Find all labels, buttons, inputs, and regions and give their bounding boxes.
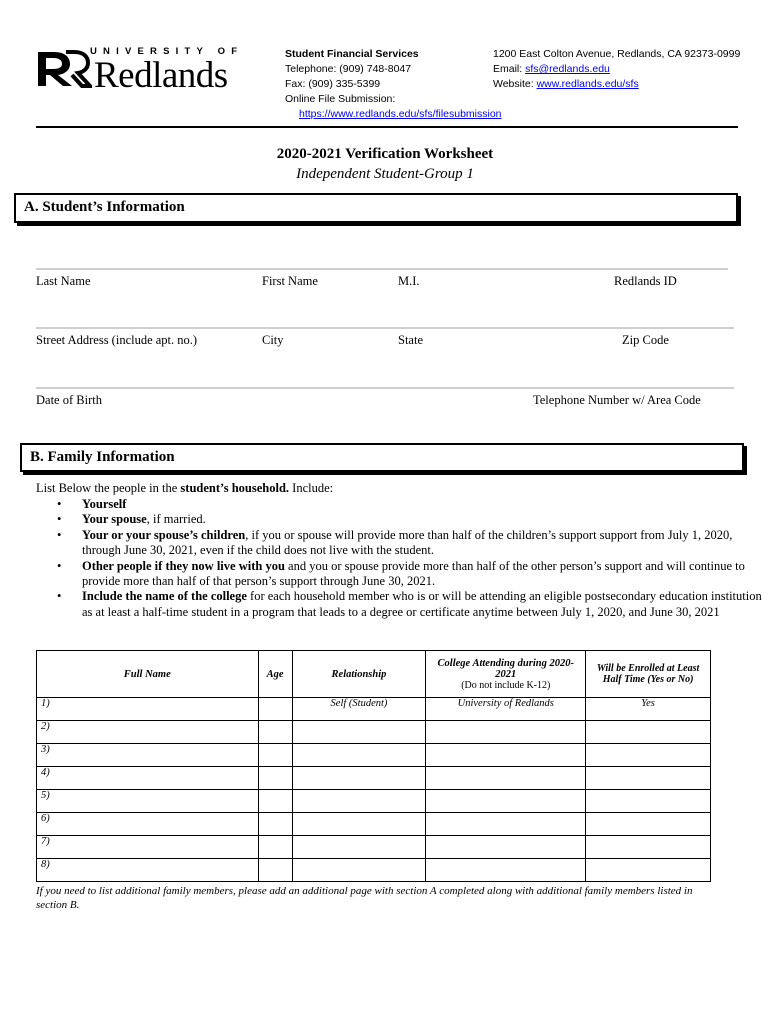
bullet-bold: Your spouse [82, 512, 147, 527]
bullet-text: , if married. [146, 512, 206, 527]
age-cell[interactable] [258, 698, 292, 721]
university-logo-mark-icon [36, 48, 92, 88]
age-cell[interactable] [258, 836, 292, 859]
table-row [37, 790, 711, 813]
enrolled-cell[interactable] [586, 859, 711, 882]
enrolled-cell[interactable] [586, 790, 711, 813]
city-label: City [262, 333, 284, 347]
header-enrolled: Will be Enrolled at Least Half Time (Yes or No) [586, 651, 711, 698]
email-link[interactable]: sfs@redlands.edu [525, 63, 610, 75]
age-cell[interactable] [258, 767, 292, 790]
enrolled-cell[interactable] [586, 767, 711, 790]
bullet-item [82, 559, 770, 590]
form-line-2 [36, 327, 734, 329]
address-contact-block [493, 47, 740, 92]
office-address: 1200 East Colton Avenue, Redlands, CA 92373-0999 [493, 48, 741, 60]
page-title: 2020-2021 Verification Worksheet [276, 146, 494, 162]
intro-text-end: Include: [289, 481, 334, 495]
college-cell[interactable] [426, 859, 586, 882]
college-cell[interactable]: University of Redlands [426, 698, 586, 721]
bullet-item [82, 589, 770, 620]
age-cell[interactable] [258, 790, 292, 813]
header-college-note: (Do not include K-12) [461, 679, 551, 691]
state-label: State [398, 333, 423, 347]
header-age: Age [258, 651, 292, 698]
office-contact-block [285, 47, 502, 122]
website-link[interactable]: www.redlands.edu/sfs [536, 78, 639, 90]
table-row [37, 744, 711, 767]
enrolled-cell[interactable] [586, 744, 711, 767]
section-a-header [14, 193, 738, 223]
college-cell[interactable] [426, 790, 586, 813]
relationship-cell[interactable]: Self (Student) [292, 698, 426, 721]
enrolled-cell[interactable]: Yes [586, 698, 711, 721]
college-cell[interactable] [426, 813, 586, 836]
logo-university-text: UNIVERSITY OF [90, 46, 244, 57]
relationship-cell[interactable] [292, 744, 426, 767]
bullet-item [82, 497, 770, 512]
online-submission-label: Online File Submission: [285, 93, 396, 105]
bullet-text: , if you or spouse will provide more than half of the children’s support support from July 1, 2020, through June 30, 2021, even if the child does not live with the student. [82, 527, 733, 558]
email-label: Email: [493, 63, 526, 75]
last-name-label: Last Name [36, 274, 91, 288]
table-row [37, 721, 711, 744]
bullet-item [82, 512, 770, 527]
age-cell[interactable] [258, 813, 292, 836]
bullet-bold: Other people if they now live with you [82, 558, 285, 573]
row-number-name-cell[interactable]: 6) [37, 813, 259, 836]
telephone-label: Telephone Number w/ Area Code [533, 393, 701, 407]
row-number-name-cell[interactable]: 8) [37, 859, 259, 882]
college-cell[interactable] [426, 836, 586, 859]
table-row [37, 859, 711, 882]
office-name: Student Financial Services [285, 48, 419, 60]
age-cell[interactable] [258, 721, 292, 744]
relationship-cell[interactable] [292, 721, 426, 744]
household-intro [36, 481, 333, 496]
intro-bold-text: student’s household. [180, 481, 290, 495]
bullet-item [82, 528, 770, 559]
bullet-text: and you or spouse provide more than half of the other person’s support and will continue to provide more than half of that person’s support through June 30, 2021. [82, 558, 745, 589]
header-full-name: Full Name [37, 651, 259, 698]
website-label: Website: [493, 78, 537, 90]
relationship-cell[interactable] [292, 790, 426, 813]
row-number-name-cell[interactable]: 2) [37, 721, 259, 744]
header-relationship: Relationship [292, 651, 426, 698]
college-cell[interactable] [426, 721, 586, 744]
bullet-bold: Include the name of the college [82, 589, 247, 604]
table-row [37, 836, 711, 859]
date-of-birth-label: Date of Birth [36, 393, 102, 407]
section-b-title: B. Family Information [30, 449, 175, 465]
bullet-text: for each household member who is or will be attending an eligible postsecondary education institution as at least a half-time student in a program that leads to a degree or certificate anytime between July 1, 2020, and June 30, 2021 [82, 589, 762, 619]
enrolled-cell[interactable] [586, 813, 711, 836]
bullet-bold: Your or your spouse’s children [82, 527, 246, 542]
zip-code-label: Zip Code [622, 333, 669, 347]
header-college-title: College Attending during 2020-2021 [437, 657, 574, 680]
street-address-label: Street Address (include apt. no.) [36, 333, 198, 347]
college-cell[interactable] [426, 744, 586, 767]
relationship-cell[interactable] [292, 813, 426, 836]
header-divider [36, 126, 738, 128]
first-name-label: First Name [262, 274, 318, 288]
row-number-name-cell[interactable]: 1) [37, 698, 259, 721]
section-b-header [20, 443, 744, 472]
form-line-3 [36, 387, 734, 389]
row-number-name-cell[interactable]: 5) [37, 790, 259, 813]
table-row [37, 813, 711, 836]
household-bullet-list [36, 497, 770, 620]
additional-members-note: If you need to list additional family members, please add an additional page with section A completed along with additional family members listed in section B. [36, 885, 693, 911]
college-cell[interactable] [426, 767, 586, 790]
redlands-id-label: Redlands ID [614, 274, 677, 288]
form-line-1 [36, 268, 728, 270]
row-number-name-cell[interactable]: 3) [37, 744, 259, 767]
online-submission-link[interactable]: https://www.redlands.edu/sfs/filesubmission [299, 108, 502, 120]
table-row [37, 698, 711, 721]
table-row [37, 767, 711, 790]
bullet-bold: Yourself [82, 497, 127, 511]
enrolled-cell[interactable] [586, 721, 711, 744]
enrolled-cell[interactable] [586, 836, 711, 859]
office-fax: Fax: (909) 335-5399 [285, 78, 381, 90]
intro-text: List Below the people in the [36, 481, 181, 495]
table-header-row [37, 651, 711, 698]
row-number-name-cell[interactable]: 4) [37, 767, 259, 790]
relationship-cell[interactable] [292, 836, 426, 859]
page-subtitle: Independent Student-Group 1 [296, 166, 474, 182]
age-cell[interactable] [258, 859, 292, 882]
relationship-cell[interactable] [292, 767, 426, 790]
office-telephone: Telephone: (909) 748-8047 [285, 63, 412, 75]
logo-redlands-text: Redlands [94, 55, 228, 96]
row-number-name-cell[interactable]: 7) [37, 836, 259, 859]
middle-initial-label: M.I. [398, 274, 420, 288]
family-members-table [36, 650, 711, 882]
header-college [426, 651, 586, 698]
age-cell[interactable] [258, 744, 292, 767]
relationship-cell[interactable] [292, 859, 426, 882]
section-a-title: A. Student’s Information [24, 199, 185, 215]
